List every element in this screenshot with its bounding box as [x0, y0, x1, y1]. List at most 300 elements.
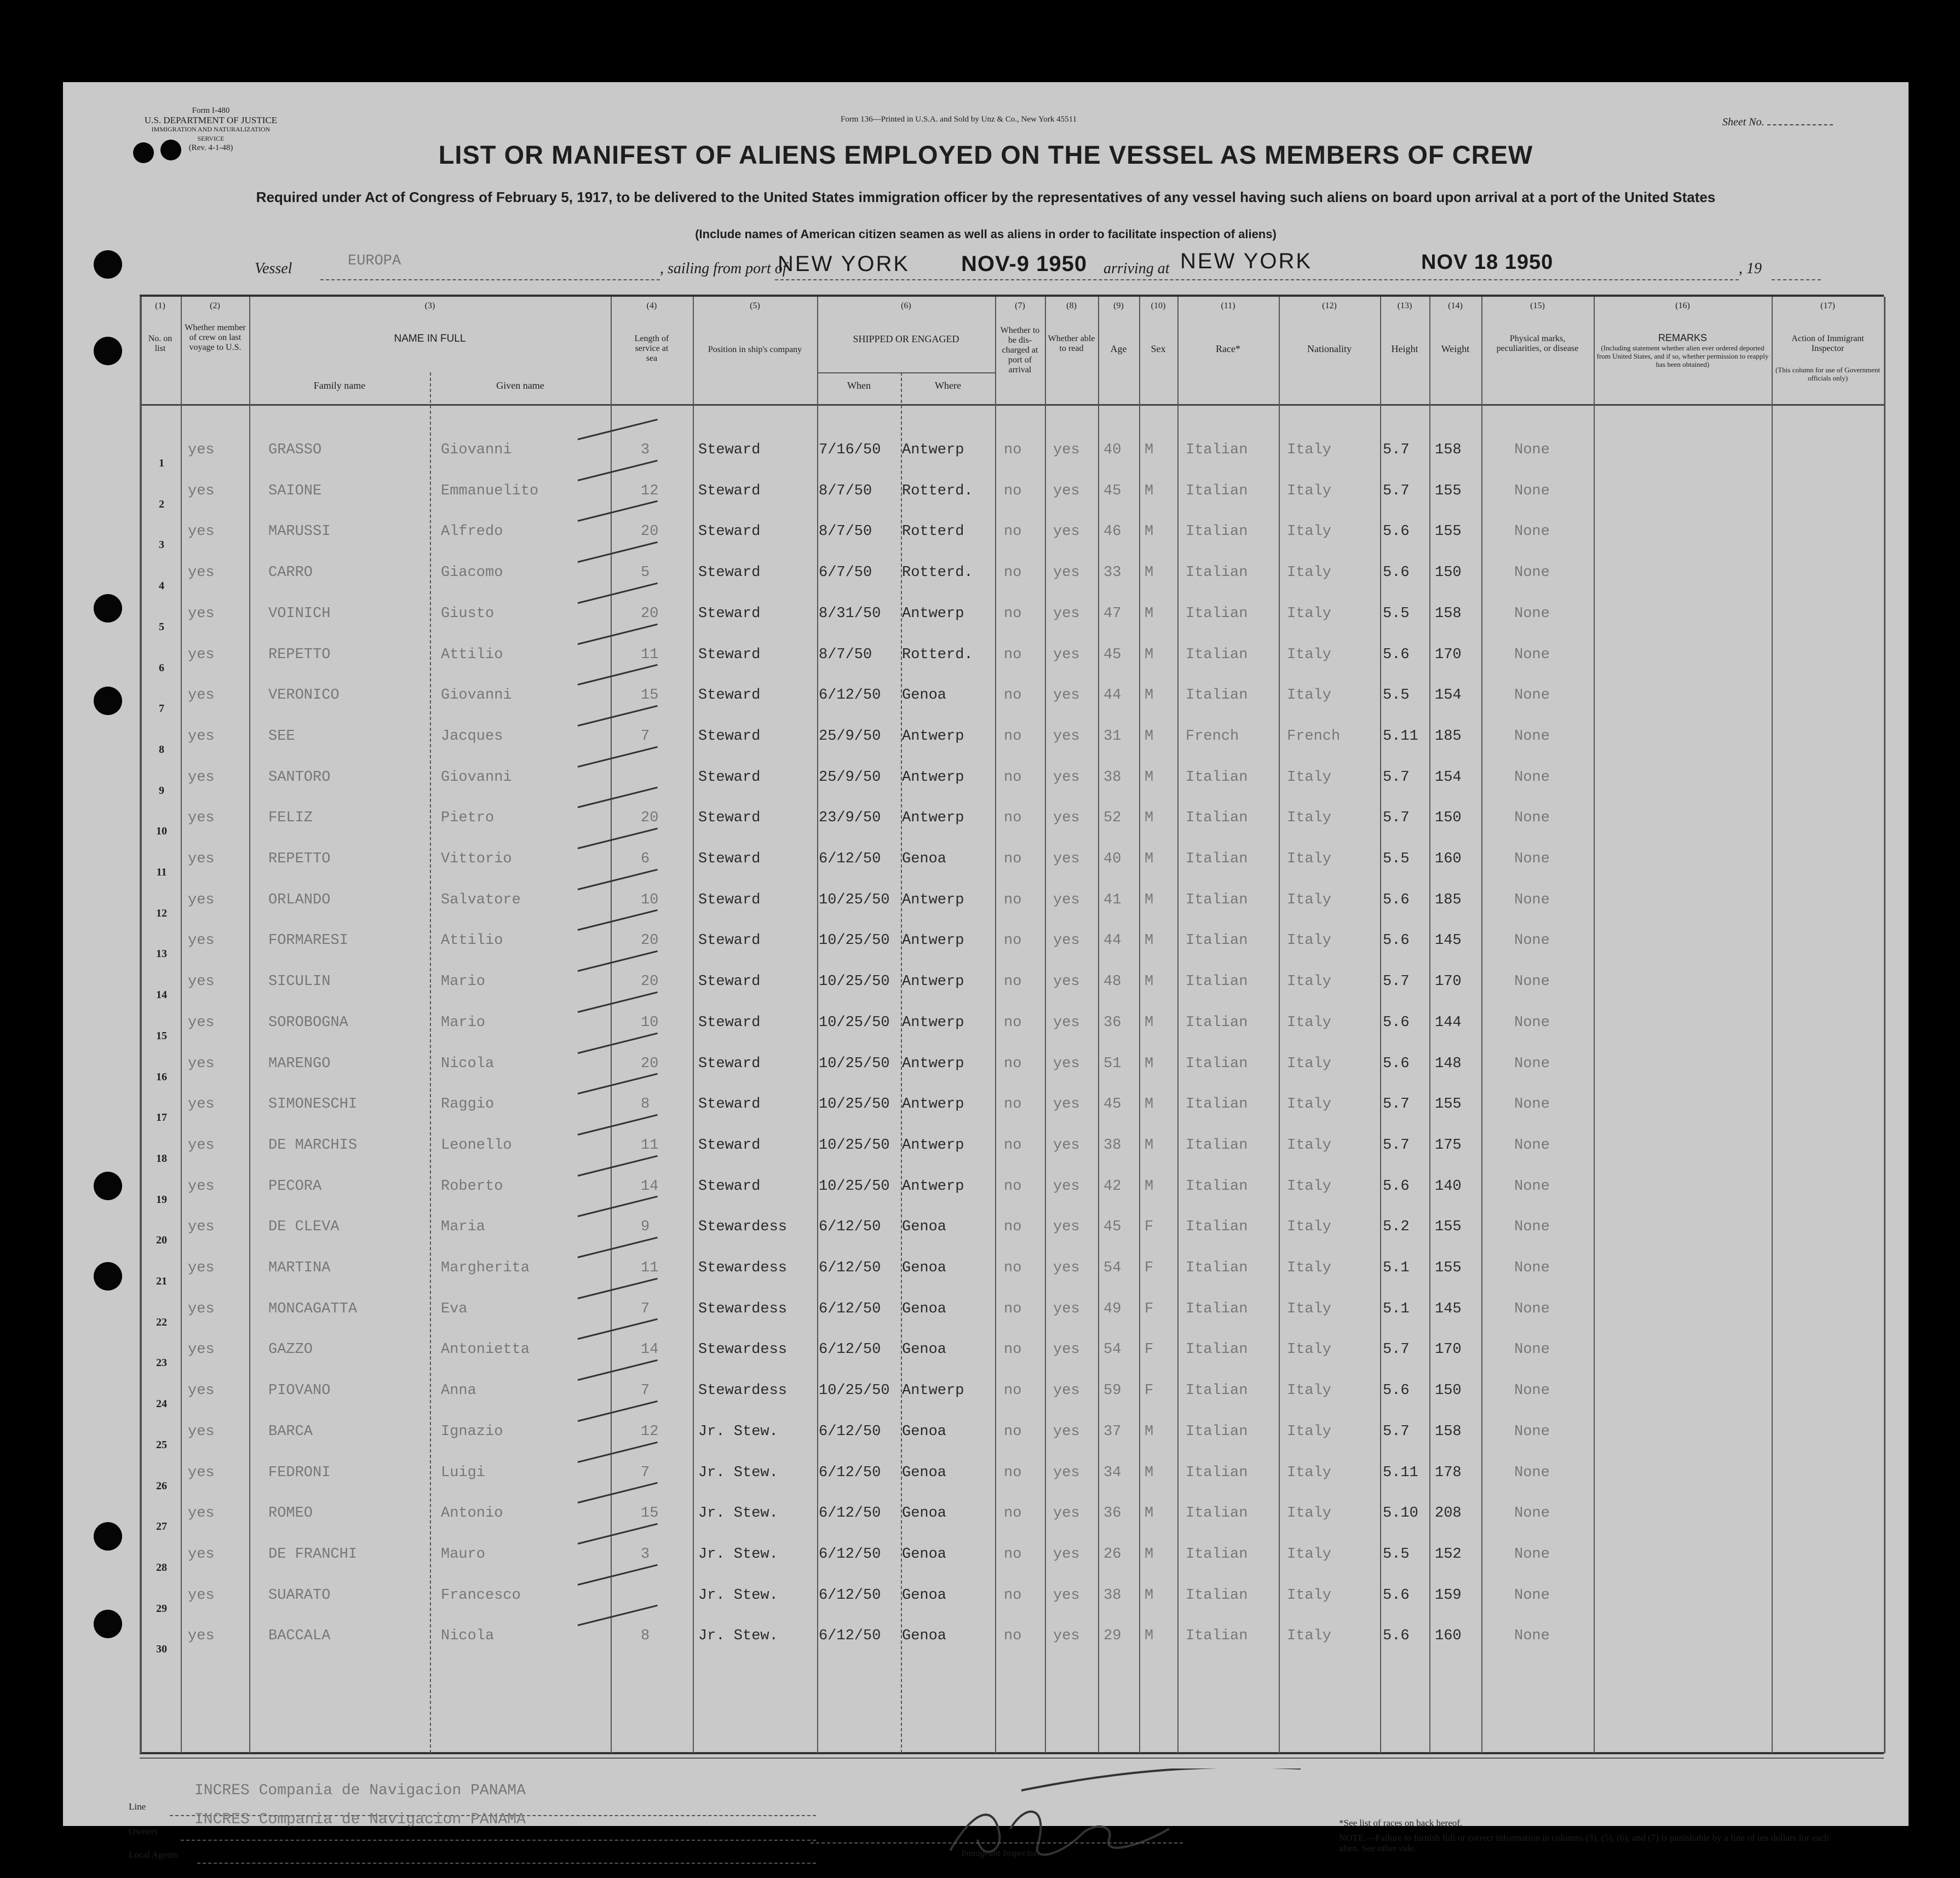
column-divider	[995, 297, 996, 1753]
given-name-cell: Salvatore	[441, 891, 521, 908]
row-number: 25	[156, 1438, 167, 1451]
weight-cell: 170	[1435, 973, 1462, 990]
service-check-mark	[578, 1318, 658, 1340]
where-cell: Antwerp	[902, 1178, 964, 1195]
sex-cell: M	[1145, 891, 1154, 908]
marks-cell: None	[1514, 1096, 1550, 1113]
read-cell: yes	[1053, 482, 1080, 499]
discharge-cell: no	[1004, 523, 1022, 540]
to-port: NEW YORK	[1180, 249, 1313, 273]
position-cell: Steward	[698, 932, 761, 949]
weight-cell: 154	[1435, 687, 1462, 704]
row-number: 15	[156, 1029, 167, 1042]
discharge-cell: no	[1004, 932, 1022, 949]
family-name-cell: SANTORO	[268, 769, 331, 786]
col11-label: Race*	[1216, 343, 1240, 354]
age-cell: 45	[1103, 1219, 1122, 1236]
when-cell: 6/12/50	[819, 851, 881, 867]
when-cell: 10/25/50	[819, 891, 890, 908]
row-number: 5	[159, 620, 164, 633]
marks-cell: None	[1514, 523, 1550, 540]
service-cell: 3	[641, 1546, 650, 1563]
col8-num: (8)	[1066, 301, 1077, 310]
when-cell: 6/12/50	[819, 1260, 881, 1276]
age-cell: 52	[1103, 810, 1122, 827]
row-number: 2	[159, 498, 164, 510]
header-bottom-rule	[140, 404, 1884, 406]
row-number: 26	[156, 1479, 167, 1492]
vessel-name: EUROPA	[348, 253, 401, 269]
service-cell: 5	[641, 564, 650, 581]
race-cell: Italian	[1186, 851, 1248, 867]
prev-cell: yes	[188, 523, 215, 540]
service-cell: 11	[641, 1260, 659, 1276]
service-check-mark	[578, 1401, 658, 1422]
age-cell: 41	[1103, 891, 1122, 908]
col12-num: (12)	[1322, 301, 1337, 310]
row-number: 8	[159, 743, 164, 756]
row-number: 29	[156, 1602, 167, 1615]
sex-cell: F	[1145, 1260, 1154, 1276]
department: U.S. DEPARTMENT OF JUSTICE	[144, 115, 278, 125]
race-cell: French	[1186, 728, 1239, 745]
given-name-cell: Mario	[441, 973, 486, 990]
race-cell: Italian	[1186, 1219, 1248, 1236]
marks-cell: None	[1514, 1464, 1550, 1481]
prev-cell: yes	[188, 1505, 215, 1522]
discharge-cell: no	[1004, 1546, 1022, 1563]
position-cell: Jr. Stew.	[698, 1546, 778, 1563]
service-check-mark	[578, 1073, 658, 1094]
nationality-cell: Italy	[1287, 769, 1332, 786]
where-cell: Rotterd	[902, 523, 964, 540]
service-check-mark	[578, 459, 658, 481]
sex-cell: M	[1145, 1137, 1154, 1154]
col4-num: (4)	[646, 301, 657, 310]
discharge-cell: no	[1004, 769, 1022, 786]
col15-num: (15)	[1530, 301, 1545, 310]
sex-cell: M	[1145, 1628, 1154, 1645]
marks-cell: None	[1514, 1300, 1550, 1317]
service-check-mark	[578, 909, 658, 931]
prev-cell: yes	[188, 646, 215, 663]
given-name-cell: Attilio	[441, 932, 503, 949]
position-cell: Steward	[698, 810, 761, 827]
read-cell: yes	[1053, 1464, 1080, 1481]
read-cell: yes	[1053, 1423, 1080, 1440]
nationality-cell: Italy	[1287, 1628, 1332, 1645]
sail-date: NOV-9 1950	[961, 252, 1088, 276]
agents-underline	[197, 1863, 816, 1864]
discharge-cell: no	[1004, 1505, 1022, 1522]
col14-num: (14)	[1448, 301, 1463, 310]
row-number: 18	[156, 1152, 167, 1165]
when-cell: 6/12/50	[819, 1628, 881, 1645]
where-cell: Antwerp	[902, 605, 964, 622]
age-cell: 49	[1103, 1300, 1122, 1317]
year-label: , 19	[1739, 260, 1762, 277]
service-cell: 20	[641, 810, 659, 827]
when-cell: 10/25/50	[819, 1382, 890, 1399]
position-cell: Steward	[698, 1096, 761, 1113]
race-cell: Italian	[1186, 1300, 1248, 1317]
where-cell: Genoa	[902, 1464, 947, 1481]
height-cell: 5.5	[1383, 851, 1410, 867]
given-name-cell: Giovanni	[441, 687, 512, 704]
family-name-cell: DE MARCHIS	[268, 1137, 358, 1154]
col11-num: (11)	[1221, 301, 1235, 310]
position-cell: Steward	[698, 891, 761, 908]
age-cell: 45	[1103, 646, 1122, 663]
marks-cell: None	[1514, 1628, 1550, 1645]
line-value: INCRES Compania de Navigacion PANAMA	[194, 1782, 526, 1799]
column-divider	[140, 297, 142, 1753]
service-check-mark	[578, 1196, 658, 1217]
sex-cell: M	[1145, 810, 1154, 827]
line-label: Line	[129, 1801, 146, 1812]
col8-label: Whether able to read	[1048, 334, 1095, 353]
marks-cell: None	[1514, 1341, 1550, 1358]
service-cell: 7	[641, 1464, 650, 1481]
read-cell: yes	[1053, 810, 1080, 827]
column-divider	[817, 297, 818, 1753]
position-cell: Steward	[698, 1014, 761, 1031]
height-cell: 5.2	[1383, 1219, 1410, 1236]
read-cell: yes	[1053, 973, 1080, 990]
given-name-cell: Francesco	[441, 1587, 521, 1604]
row-number: 1	[159, 457, 164, 469]
column-divider	[1429, 297, 1430, 1753]
given-name-cell: Luigi	[441, 1464, 486, 1481]
service-check-mark	[578, 583, 658, 604]
col3-num: (3)	[424, 301, 435, 310]
read-cell: yes	[1053, 687, 1080, 704]
row-number: 11	[156, 866, 167, 878]
nationality-cell: Italy	[1287, 851, 1332, 867]
column-divider	[1884, 297, 1886, 1753]
column-divider	[430, 372, 431, 1753]
sex-cell: M	[1145, 1423, 1154, 1440]
owners-underline	[181, 1840, 816, 1841]
age-cell: 31	[1103, 728, 1122, 745]
prev-cell: yes	[188, 769, 215, 786]
sex-cell: M	[1145, 1178, 1154, 1195]
service-cell: 15	[641, 687, 659, 704]
read-cell: yes	[1053, 1137, 1080, 1154]
service-check-mark	[578, 1482, 658, 1503]
prev-cell: yes	[188, 810, 215, 827]
service-cell: 10	[641, 891, 659, 908]
weight-cell: 140	[1435, 1178, 1462, 1195]
nationality-cell: Italy	[1287, 1423, 1332, 1440]
age-cell: 29	[1103, 1628, 1122, 1645]
read-cell: yes	[1053, 1260, 1080, 1276]
row-number: 19	[156, 1193, 167, 1206]
form-number: Form I-480	[192, 106, 230, 115]
when-header: When	[847, 380, 871, 391]
family-name-cell: FORMARESI	[268, 932, 348, 949]
given-name-cell: Eva	[441, 1300, 468, 1317]
punch-hole	[94, 1172, 122, 1200]
race-cell: Italian	[1186, 564, 1248, 581]
prev-cell: yes	[188, 1587, 215, 1604]
service-cell: 7	[641, 1382, 650, 1399]
when-cell: 25/9/50	[819, 728, 881, 745]
marks-cell: None	[1514, 482, 1550, 499]
where-cell: Antwerp	[902, 728, 964, 745]
position-cell: Steward	[698, 728, 761, 745]
service-cell: 12	[641, 482, 659, 499]
race-cell: Italian	[1186, 605, 1248, 622]
service-check-mark	[578, 950, 658, 972]
table-bottom-rule-2	[140, 1758, 1884, 1759]
inspector-label: Immigrant Inspector.	[961, 1848, 1039, 1858]
nationality-cell: Italy	[1287, 973, 1332, 990]
where-cell: Rotterd.	[902, 646, 973, 663]
marks-cell: None	[1514, 891, 1550, 908]
when-cell: 25/9/50	[819, 769, 881, 786]
given-name-cell: Ignazio	[441, 1423, 503, 1440]
punch-hole	[94, 1610, 122, 1638]
given-name-cell: Emmanuelito	[441, 482, 539, 499]
nationality-cell: Italy	[1287, 1055, 1332, 1072]
subtitle: Required under Act of Congress of February 5, 1917, to be delivered to the United States immigration officer by the representatives of any vessel having such aliens on board upon arrival at a port of the United States	[256, 189, 1716, 205]
punch-hole	[94, 1262, 122, 1291]
discharge-cell: no	[1004, 1628, 1022, 1645]
where-cell: Genoa	[902, 1219, 947, 1236]
family-name-cell: VERONICO	[268, 687, 340, 704]
col10-num: (10)	[1151, 301, 1166, 310]
prev-cell: yes	[188, 851, 215, 867]
weight-cell: 144	[1435, 1014, 1462, 1031]
height-cell: 5.7	[1383, 973, 1410, 990]
where-cell: Antwerp	[902, 442, 964, 458]
owners-label: Owners	[129, 1826, 158, 1836]
sex-cell: F	[1145, 1219, 1154, 1236]
where-cell: Genoa	[902, 1587, 947, 1604]
weight-cell: 152	[1435, 1546, 1462, 1563]
race-cell: Italian	[1186, 482, 1248, 499]
nationality-cell: Italy	[1287, 687, 1332, 704]
service-check-mark	[578, 1523, 658, 1545]
penalty-note: NOTE.—Failure to furnish full or correct information in columns (3), (5), (6), and (7) is punishable by a fine of ten dollars for each alien. See other side.	[1339, 1833, 1829, 1853]
discharge-cell: no	[1004, 1137, 1022, 1154]
arrival-date: NOV 18 1950	[1421, 251, 1554, 274]
family-name-cell: VOINICH	[268, 605, 331, 622]
nationality-cell: Italy	[1287, 1014, 1332, 1031]
height-cell: 5.1	[1383, 1300, 1410, 1317]
row-number: 16	[156, 1070, 167, 1083]
position-cell: Steward	[698, 482, 761, 499]
read-cell: yes	[1053, 1382, 1080, 1399]
when-cell: 10/25/50	[819, 973, 890, 990]
height-cell: 5.6	[1383, 932, 1410, 949]
where-cell: Antwerp	[902, 932, 964, 949]
height-cell: 5.6	[1383, 1382, 1410, 1399]
read-cell: yes	[1053, 1096, 1080, 1113]
height-cell: 5.6	[1383, 1628, 1410, 1645]
service-cell: 12	[641, 1423, 659, 1440]
age-cell: 38	[1103, 769, 1122, 786]
prev-cell: yes	[188, 891, 215, 908]
sex-cell: F	[1145, 1341, 1154, 1358]
row-number: 12	[156, 907, 167, 919]
service-check-mark	[578, 868, 658, 890]
race-cell: Italian	[1186, 1587, 1248, 1604]
weight-cell: 175	[1435, 1137, 1462, 1154]
family-name-cell: SEE	[268, 728, 295, 745]
punch-hole	[94, 250, 122, 279]
age-cell: 51	[1103, 1055, 1122, 1072]
when-cell: 6/12/50	[819, 1546, 881, 1563]
read-cell: yes	[1053, 646, 1080, 663]
where-cell: Antwerp	[902, 891, 964, 908]
nationality-cell: Italy	[1287, 1300, 1332, 1317]
row-number: 14	[156, 989, 167, 1001]
family-name-cell: GAZZO	[268, 1341, 313, 1358]
given-name-cell: Giovanni	[441, 769, 512, 786]
given-name-cell: Maria	[441, 1219, 486, 1236]
family-name-cell: REPETTO	[268, 851, 331, 867]
marks-cell: None	[1514, 687, 1550, 704]
when-cell: 8/7/50	[819, 482, 872, 499]
marks-cell: None	[1514, 442, 1550, 458]
sex-cell: M	[1145, 1096, 1154, 1113]
when-cell: 7/16/50	[819, 442, 881, 458]
service-check-mark	[578, 1605, 658, 1626]
row-number: 30	[156, 1643, 167, 1656]
vessel-label: Vessel	[255, 260, 292, 277]
when-cell: 10/25/50	[819, 1178, 890, 1195]
sex-cell: M	[1145, 973, 1154, 990]
col5-label: Position in ship's company	[708, 345, 802, 354]
page-title: LIST OR MANIFEST OF ALIENS EMPLOYED ON THE VESSEL AS MEMBERS OF CREW	[438, 140, 1533, 169]
inspector-line	[811, 1842, 1183, 1844]
when-cell: 10/25/50	[819, 1055, 890, 1072]
race-cell: Italian	[1186, 1260, 1248, 1276]
given-name-cell: Mario	[441, 1014, 486, 1031]
given-name-cell: Giusto	[441, 605, 495, 622]
where-cell: Genoa	[902, 1423, 947, 1440]
col9-label: Age	[1110, 343, 1127, 354]
family-name-cell: SIMONESCHI	[268, 1096, 358, 1113]
given-name-header: Given name	[496, 380, 544, 391]
service-check-mark	[578, 1441, 658, 1462]
marks-cell: None	[1514, 605, 1550, 622]
family-name-cell: FEDRONI	[268, 1464, 331, 1481]
nationality-cell: French	[1287, 728, 1341, 745]
weight-cell: 178	[1435, 1464, 1462, 1481]
row-number: 9	[159, 784, 164, 797]
race-cell: Italian	[1186, 1382, 1248, 1399]
family-name-cell: GRASSO	[268, 442, 322, 458]
col1-label: No. on list	[148, 334, 173, 353]
table-top-rule	[140, 295, 1884, 297]
height-cell: 5.11	[1383, 728, 1418, 745]
age-cell: 37	[1103, 1423, 1122, 1440]
age-cell: 40	[1103, 851, 1122, 867]
nationality-cell: Italy	[1287, 442, 1332, 458]
discharge-cell: no	[1004, 1341, 1022, 1358]
given-name-cell: Mauro	[441, 1546, 486, 1563]
given-name-cell: Giovanni	[441, 442, 512, 458]
sex-cell: M	[1145, 1505, 1154, 1522]
read-cell: yes	[1053, 932, 1080, 949]
prev-cell: yes	[188, 728, 215, 745]
family-name-cell: BACCALA	[268, 1628, 331, 1645]
prev-cell: yes	[188, 1137, 215, 1154]
sex-cell: M	[1145, 932, 1154, 949]
age-cell: 45	[1103, 482, 1122, 499]
column-divider	[1098, 297, 1099, 1753]
read-cell: yes	[1053, 1055, 1080, 1072]
service-check-mark	[578, 419, 658, 440]
service-cell: 14	[641, 1341, 659, 1358]
where-cell: Antwerp	[902, 810, 964, 827]
service-check-mark	[578, 705, 658, 727]
where-cell: Rotterd.	[902, 482, 973, 499]
column-divider	[1594, 297, 1595, 1753]
race-cell: Italian	[1186, 1546, 1248, 1563]
position-cell: Stewardess	[698, 1260, 788, 1276]
family-name-cell: MARUSSI	[268, 523, 331, 540]
col6-num: (6)	[901, 301, 911, 310]
col16-label: REMARKS	[1658, 332, 1707, 343]
row-number: 4	[159, 580, 164, 592]
where-cell: Genoa	[902, 1260, 947, 1276]
where-cell: Antwerp	[902, 769, 964, 786]
col17-label: Action of Immigrant Inspector	[1791, 334, 1864, 353]
nationality-cell: Italy	[1287, 1137, 1332, 1154]
sailing-label: , sailing from port of	[660, 260, 787, 277]
family-name-cell: MARENGO	[268, 1055, 331, 1072]
service-cell: 11	[641, 646, 659, 663]
family-name-cell: SICULIN	[268, 973, 331, 990]
service-check-mark	[578, 746, 658, 767]
discharge-cell: no	[1004, 851, 1022, 867]
marks-cell: None	[1514, 728, 1550, 745]
discharge-cell: no	[1004, 1260, 1022, 1276]
given-name-cell: Antonio	[441, 1505, 503, 1522]
shipped-subrule	[817, 372, 995, 373]
discharge-cell: no	[1004, 1587, 1022, 1604]
prev-cell: yes	[188, 1546, 215, 1563]
family-name-cell: DE CLEVA	[268, 1219, 340, 1236]
vessel-underline	[320, 279, 660, 280]
subtitle-note: (Include names of American citizen seamen as well as aliens in order to facilitate inspection of aliens)	[695, 227, 1277, 241]
sex-cell: M	[1145, 482, 1154, 499]
discharge-cell: no	[1004, 442, 1022, 458]
where-cell: Antwerp	[902, 1096, 964, 1113]
weight-cell: 155	[1435, 1096, 1462, 1113]
given-name-cell: Anna	[441, 1382, 476, 1399]
sex-cell: M	[1145, 851, 1154, 867]
height-cell: 5.6	[1383, 891, 1410, 908]
col9-num: (9)	[1113, 301, 1124, 310]
height-cell: 5.6	[1383, 1178, 1410, 1195]
position-cell: Stewardess	[698, 1382, 788, 1399]
inspector-signature	[884, 1768, 1323, 1878]
position-cell: Steward	[698, 769, 761, 786]
printer-line: Form 136—Printed in U.S.A. and Sold by Unz & Co., New York 45511	[841, 115, 1077, 124]
column-divider	[1772, 297, 1773, 1753]
prev-cell: yes	[188, 932, 215, 949]
service-check-mark	[578, 1277, 658, 1299]
age-cell: 47	[1103, 605, 1122, 622]
nationality-cell: Italy	[1287, 932, 1332, 949]
where-cell: Antwerp	[902, 1055, 964, 1072]
race-cell: Italian	[1186, 1055, 1248, 1072]
